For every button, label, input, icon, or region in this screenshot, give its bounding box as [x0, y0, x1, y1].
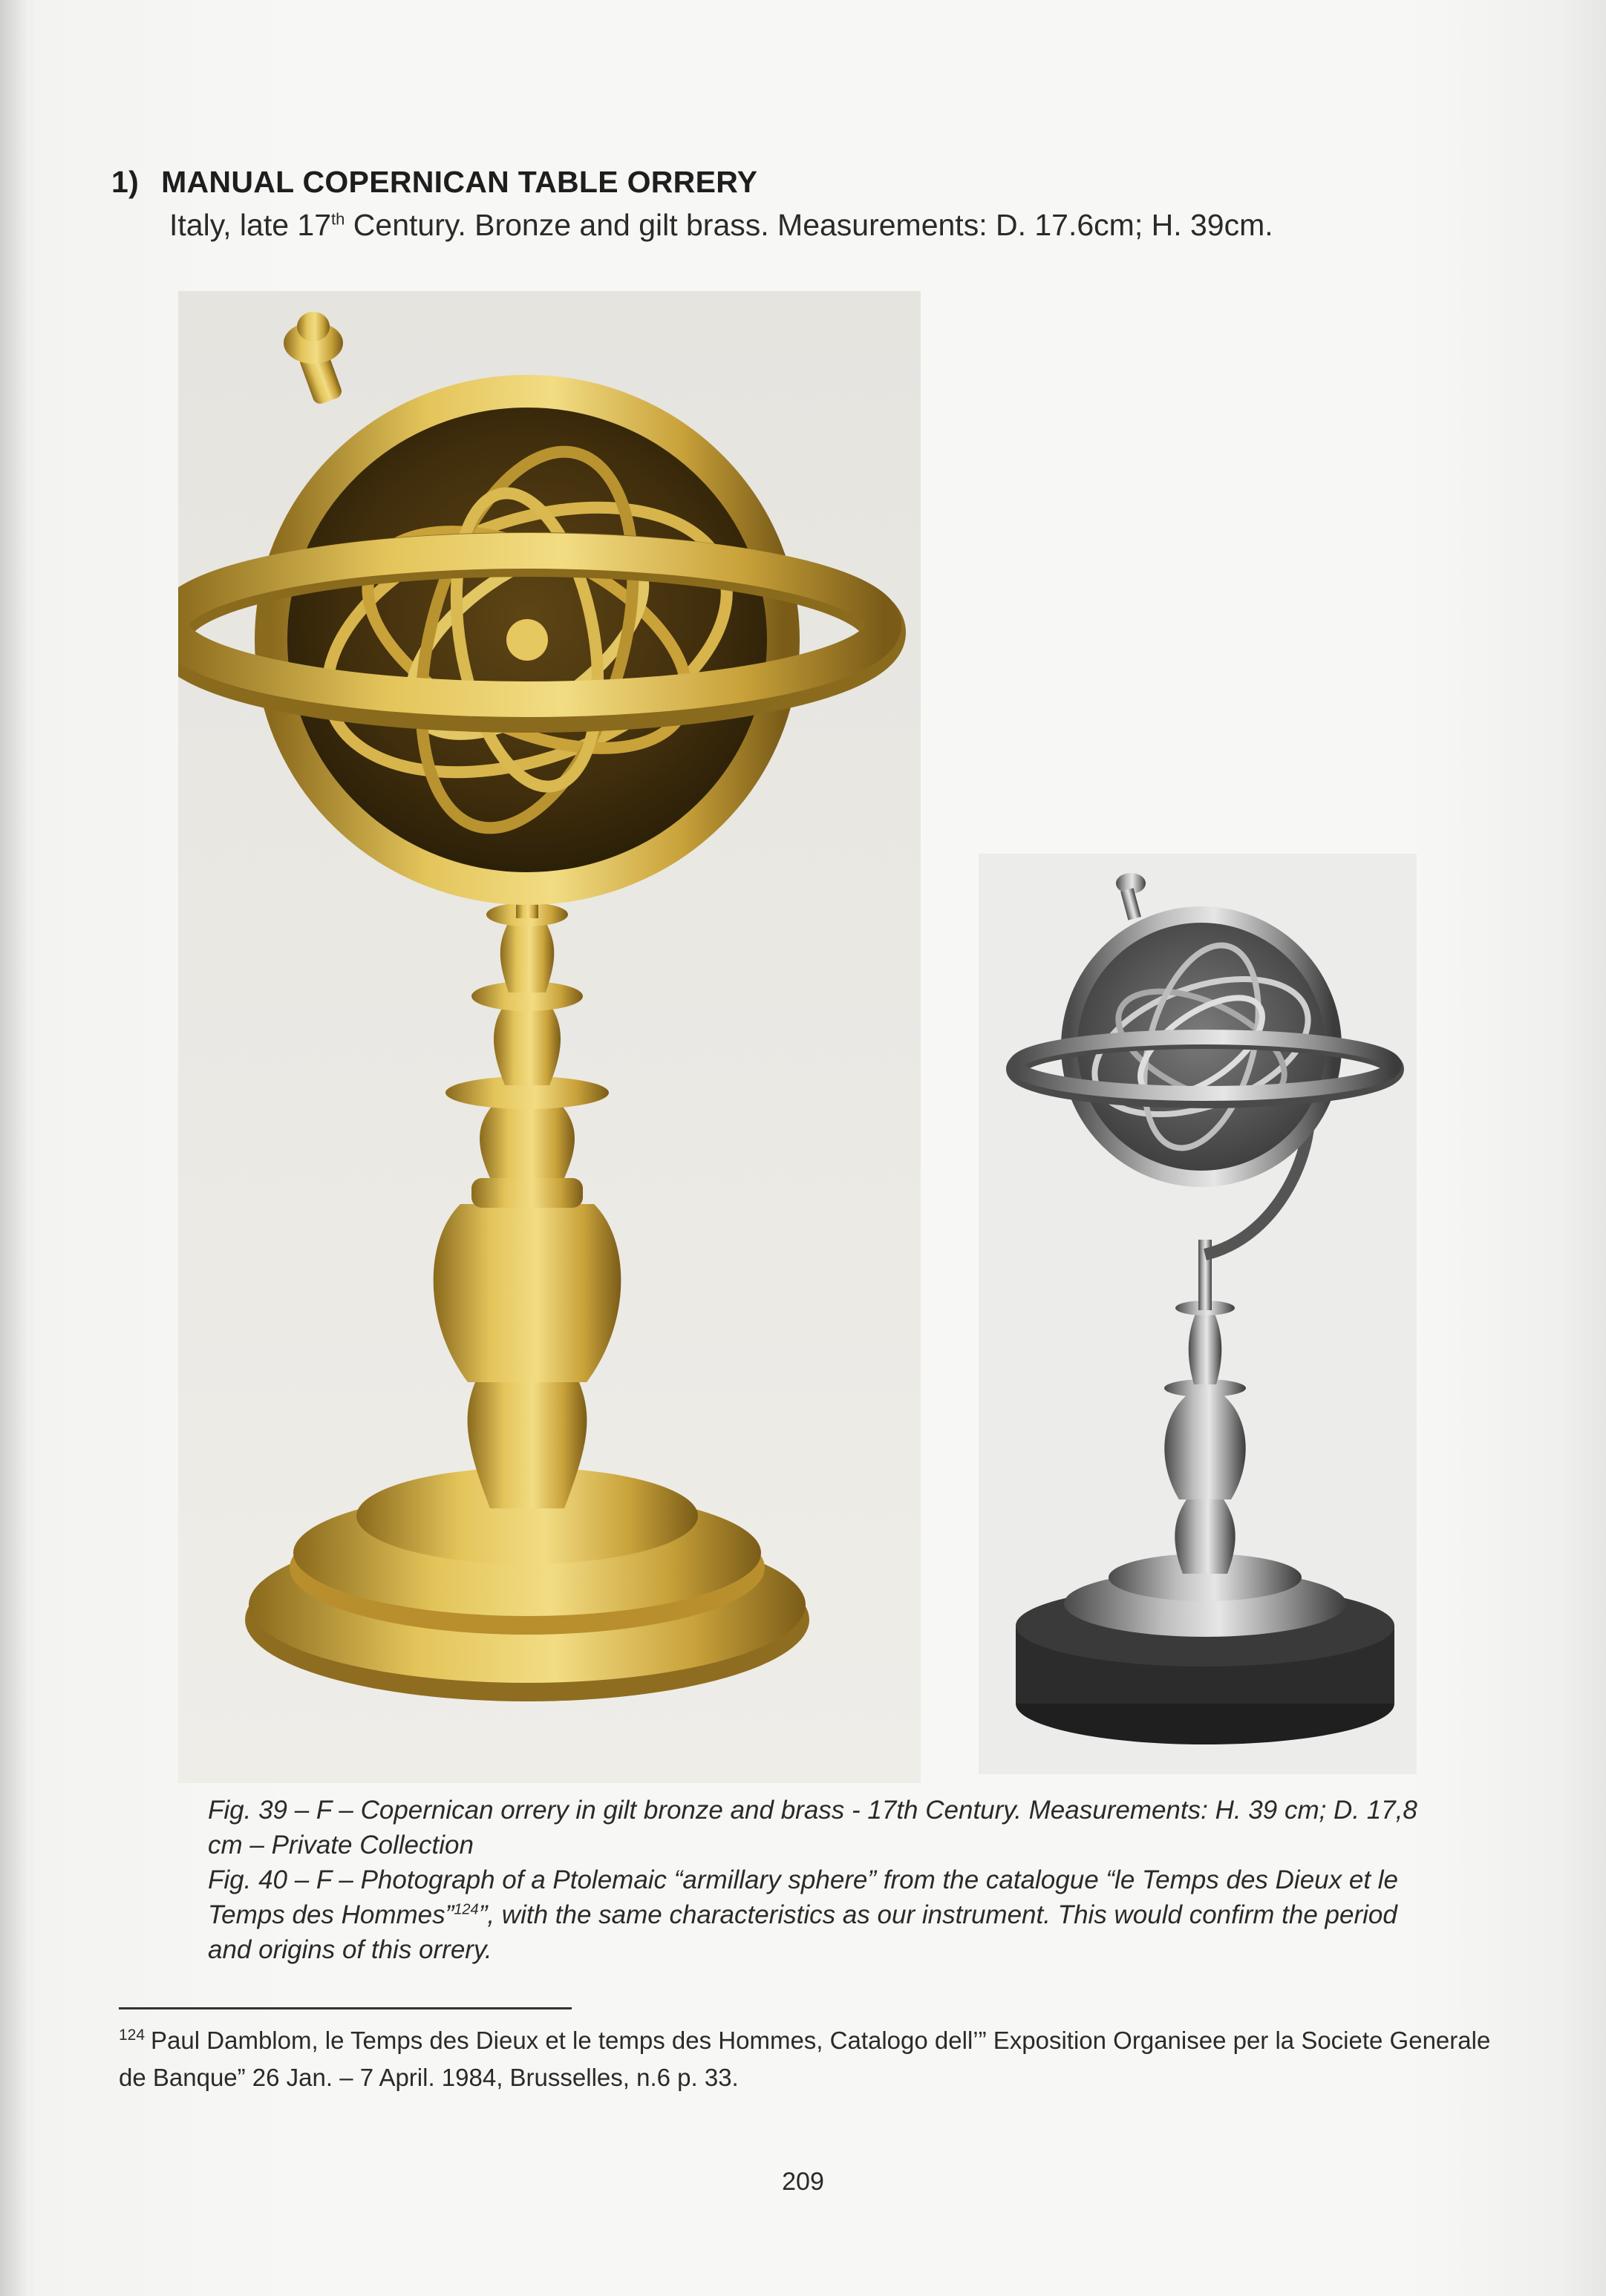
fig40-caption	[208, 1862, 1426, 1967]
footnote-mark: 124	[119, 2027, 146, 2044]
fig40-caption-end: ”, with the same characteristics as our instrument. This would confirm the period and origins of this orrery.	[208, 1900, 1397, 1964]
fig40-armillary-sphere-photo	[979, 854, 1417, 1774]
figure-captions	[208, 1793, 1426, 1967]
page-number: 209	[782, 2168, 824, 2196]
section-heading	[111, 165, 757, 200]
section-title: MANUAL COPERNICAN TABLE ORRERY	[161, 165, 758, 199]
footnote	[119, 2022, 1507, 2096]
fig40-footnote-ref: 124	[454, 1901, 479, 1918]
footnote-text: Paul Damblom, le Temps des Dieux et le temps des Hommes, Catalogo dell’” Exposition Organisee per la Societe Generale de Banque” 26 Jan. – 7 April. 1984, Brusselles, n.6 p. 33.	[119, 2027, 1491, 2091]
section-subtitle	[169, 208, 1273, 243]
armillary-sphere-illustration	[979, 854, 1417, 1774]
fig39-orrery-photo	[178, 291, 921, 1783]
footnote-divider	[119, 2007, 572, 2009]
orrery-illustration	[178, 291, 921, 1783]
subtitle-text-start: Italy, late 17	[169, 208, 332, 242]
subtitle-superscript: th	[331, 209, 345, 229]
section-number: 1)	[111, 165, 140, 199]
fig39-caption: Fig. 39 – F – Copernican orrery in gilt bronze and brass - 17th Century. Measurements: H. 39 cm; D. 17,8 cm – Private Collection	[208, 1796, 1417, 1860]
fig40-caption-start: Fig. 40 – F – Photograph of a Ptolemaic “armillary sphere” from the catalogue “le Temps des Dieux et le Temps des Hommes”	[208, 1865, 1399, 1929]
subtitle-text-end: Century. Bronze and gilt brass. Measurements: D. 17.6cm; H. 39cm.	[345, 208, 1273, 242]
left-page-shadow	[0, 0, 30, 2296]
